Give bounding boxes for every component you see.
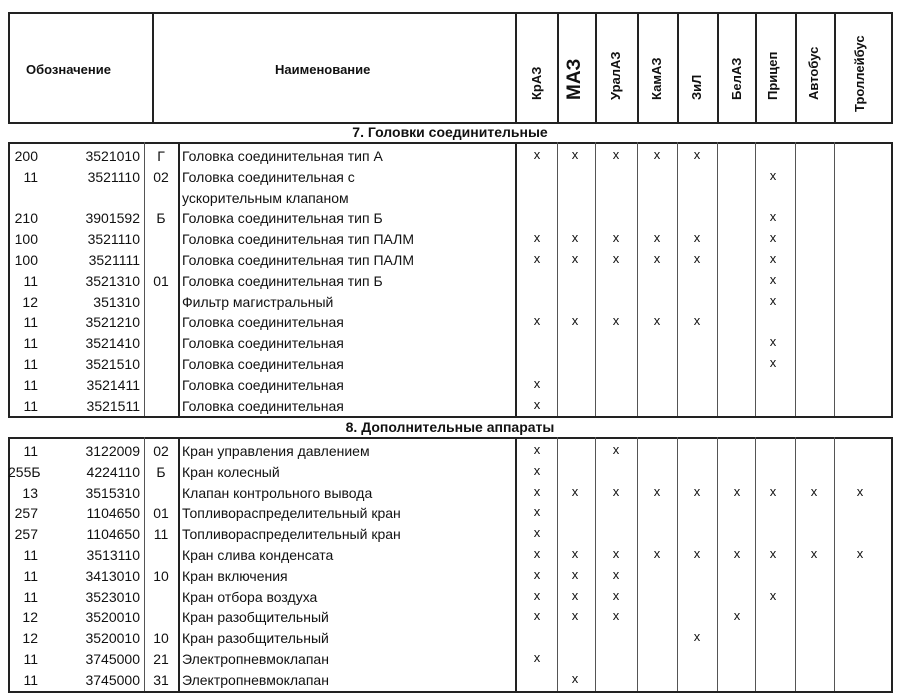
applicability-mark: x bbox=[533, 525, 541, 541]
part-name: Клапан контрольного вывода bbox=[182, 484, 373, 501]
designation-prefix: 11 bbox=[23, 356, 38, 372]
designation-prefix: 257 bbox=[14, 505, 38, 522]
mark-column-divider bbox=[717, 437, 718, 691]
part-name: Головка соединительная bbox=[182, 356, 344, 372]
applicability-mark: x bbox=[533, 650, 541, 665]
applicability-mark: x bbox=[769, 587, 777, 603]
header-divider-designation bbox=[152, 12, 154, 124]
designation-prefix: 257 bbox=[14, 526, 38, 543]
designation-suffix: 02 bbox=[153, 168, 169, 185]
designation-number: 3521310 bbox=[85, 272, 140, 289]
applicability-mark: x bbox=[612, 587, 620, 603]
designation-number: 3513110 bbox=[86, 547, 140, 563]
applicability-mark: x bbox=[533, 608, 541, 624]
designation-suffix: 10 bbox=[153, 567, 169, 584]
designation-number: 1104650 bbox=[86, 526, 140, 543]
part-name: ускорительным клапаном bbox=[182, 189, 349, 206]
section-right-border bbox=[891, 142, 893, 418]
applicability-mark: x bbox=[571, 670, 579, 686]
applicability-mark: x bbox=[653, 147, 661, 162]
part-name: Фильтр магистральный bbox=[182, 293, 334, 310]
vendor-header-4: КамАЗ bbox=[649, 57, 664, 100]
name-column-right-border bbox=[515, 142, 517, 416]
applicability-mark: x bbox=[533, 483, 541, 499]
mark-column-divider bbox=[677, 142, 678, 416]
applicability-mark: x bbox=[612, 566, 620, 582]
applicability-mark: x bbox=[769, 230, 777, 246]
applicability-mark: x bbox=[693, 629, 701, 645]
part-name: Кран включения bbox=[182, 567, 288, 584]
part-name: Головка соединительная тип Б bbox=[182, 272, 383, 289]
applicability-mark: x bbox=[533, 587, 541, 603]
designation-number: 3523010 bbox=[85, 588, 140, 605]
designation-number: 3122009 bbox=[85, 443, 140, 459]
applicability-mark: x bbox=[612, 442, 620, 457]
designation-suffix: 02 bbox=[153, 443, 169, 459]
designation-prefix: 11 bbox=[23, 651, 38, 667]
part-name: Топливораспределительный кран bbox=[182, 526, 401, 543]
designation-number: 4224110 bbox=[86, 463, 140, 480]
applicability-mark: x bbox=[810, 483, 818, 499]
designation-prefix: 11 bbox=[23, 272, 38, 289]
part-name: Головка соединительная bbox=[182, 335, 344, 352]
designation-prefix: 200 bbox=[14, 148, 38, 164]
section-top-border bbox=[8, 437, 893, 439]
header-divider-name bbox=[515, 12, 517, 124]
applicability-mark: x bbox=[612, 147, 620, 162]
applicability-mark: x bbox=[612, 608, 620, 624]
applicability-mark: x bbox=[856, 546, 864, 561]
applicability-mark: x bbox=[693, 483, 701, 499]
designation-prefix: 210 bbox=[14, 210, 38, 227]
applicability-mark: x bbox=[693, 147, 701, 162]
designation-suffix: 01 bbox=[153, 272, 169, 289]
designation-prefix: 12 bbox=[22, 609, 38, 626]
header-column-divider bbox=[755, 12, 757, 124]
applicability-mark: x bbox=[769, 209, 777, 225]
applicability-mark: x bbox=[693, 230, 701, 246]
applicability-mark: x bbox=[769, 271, 777, 287]
applicability-mark: x bbox=[612, 546, 620, 561]
section-bottom-border bbox=[8, 691, 893, 693]
designation-number: 3521111 bbox=[88, 252, 140, 268]
designation-prefix: 13 bbox=[22, 484, 38, 501]
part-name: Головка соединительная bbox=[182, 397, 344, 414]
header-column-divider bbox=[834, 12, 836, 124]
applicability-mark: x bbox=[856, 483, 864, 499]
mark-column-divider bbox=[834, 437, 835, 691]
designation-suffix: 11 bbox=[153, 526, 169, 543]
designation-suffix: 01 bbox=[153, 505, 169, 522]
designation-number: 3515310 bbox=[85, 484, 140, 501]
header-column-divider bbox=[637, 12, 639, 124]
applicability-mark: x bbox=[769, 334, 777, 350]
applicability-mark: x bbox=[533, 251, 541, 266]
designation-number: 3521010 bbox=[85, 148, 140, 164]
designation-number: 3521210 bbox=[85, 314, 140, 331]
designation-suffix: Б bbox=[156, 463, 166, 480]
applicability-mark: x bbox=[769, 292, 777, 308]
applicability-mark: x bbox=[533, 504, 541, 520]
designation-prefix: 11 bbox=[23, 335, 38, 352]
applicability-mark: x bbox=[571, 587, 579, 603]
applicability-mark: x bbox=[533, 230, 541, 246]
applicability-mark: x bbox=[769, 167, 777, 183]
applicability-mark: x bbox=[533, 375, 541, 391]
applicability-mark: x bbox=[693, 313, 701, 329]
mark-column-divider bbox=[755, 142, 756, 416]
header-column-divider bbox=[795, 12, 797, 124]
applicability-mark: x bbox=[612, 313, 620, 329]
designation-suffix: 10 bbox=[153, 630, 169, 647]
applicability-mark: x bbox=[533, 313, 541, 329]
name-column-left-border bbox=[178, 142, 180, 416]
applicability-mark: x bbox=[533, 442, 541, 457]
applicability-mark: x bbox=[571, 251, 579, 266]
designation-suffix: Г bbox=[157, 148, 165, 164]
applicability-mark: x bbox=[653, 483, 661, 499]
applicability-mark: x bbox=[571, 230, 579, 246]
applicability-mark: x bbox=[653, 313, 661, 329]
designation-number: 3521511 bbox=[86, 397, 140, 414]
name-header: Наименование bbox=[275, 62, 371, 77]
applicability-mark: x bbox=[653, 230, 661, 246]
mark-column-divider bbox=[717, 142, 718, 416]
designation-suffix: Б bbox=[156, 210, 166, 227]
mark-column-divider bbox=[834, 142, 835, 416]
vendor-header-9: Троллейбус bbox=[852, 35, 867, 112]
designation-prefix: 11 bbox=[23, 443, 38, 459]
applicability-mark: x bbox=[612, 230, 620, 246]
designation-prefix: 255Б bbox=[8, 463, 41, 480]
designation-number: 3521510 bbox=[85, 356, 140, 372]
part-name: Кран колесный bbox=[182, 463, 280, 480]
applicability-mark: x bbox=[533, 147, 541, 162]
header-top-border bbox=[8, 12, 893, 14]
designation-number: 351310 bbox=[93, 293, 140, 310]
designation-number: 3520010 bbox=[85, 630, 140, 647]
applicability-mark: x bbox=[571, 608, 579, 624]
section-top-border bbox=[8, 142, 893, 144]
designation-number: 3521410 bbox=[85, 335, 140, 352]
designation-header: Обозначение bbox=[26, 62, 111, 77]
part-name: Кран разобщительный bbox=[182, 630, 329, 647]
applicability-mark: x bbox=[693, 251, 701, 266]
applicability-mark: x bbox=[612, 251, 620, 266]
applicability-mark: x bbox=[653, 546, 661, 561]
part-name: Топливораспределительный кран bbox=[182, 505, 401, 522]
applicability-mark: x bbox=[769, 355, 777, 370]
applicability-mark: x bbox=[533, 546, 541, 561]
header-left-border bbox=[8, 12, 10, 124]
designation-number: 3745000 bbox=[85, 651, 140, 667]
applicability-mark: x bbox=[769, 546, 777, 561]
designation-number: 1104650 bbox=[86, 505, 140, 522]
part-name: Головка соединительная тип ПАЛМ bbox=[182, 231, 415, 248]
part-name: Кран разобщительный bbox=[182, 609, 329, 626]
header-column-divider bbox=[677, 12, 679, 124]
header-column-divider bbox=[557, 12, 559, 124]
vendor-header-3: УралАЗ bbox=[608, 51, 623, 100]
applicability-mark: x bbox=[769, 483, 777, 499]
designation-prefix: 11 bbox=[23, 376, 38, 393]
section-title: 8. Дополнительные аппараты bbox=[345, 419, 555, 435]
part-name: Кран отбора воздуха bbox=[182, 588, 318, 605]
mark-column-divider bbox=[795, 437, 796, 691]
vendor-header-6: БелАЗ bbox=[729, 57, 744, 100]
vendor-header-1: КрАЗ bbox=[529, 66, 544, 100]
part-name: Электропневмоклапан bbox=[182, 651, 329, 667]
designation-prefix: 11 bbox=[23, 314, 38, 331]
applicability-mark: x bbox=[533, 462, 541, 478]
applicability-mark: x bbox=[533, 566, 541, 582]
applicability-mark: x bbox=[693, 546, 701, 561]
vendor-header-5: ЗиЛ bbox=[689, 74, 704, 100]
mark-column-divider bbox=[557, 142, 558, 416]
designation-number: 3745000 bbox=[85, 671, 140, 688]
vendor-header-8: Автобус bbox=[806, 46, 821, 100]
name-column-left-border bbox=[178, 437, 180, 691]
mark-column-divider bbox=[637, 142, 638, 416]
applicability-mark: x bbox=[733, 546, 741, 561]
header-right-border bbox=[891, 12, 893, 124]
designation-prefix: 12 bbox=[22, 630, 38, 647]
applicability-mark: x bbox=[612, 483, 620, 499]
designation-number: 3521110 bbox=[87, 231, 140, 248]
part-name: Электропневмоклапан bbox=[182, 671, 329, 688]
designation-prefix: 11 bbox=[23, 588, 38, 605]
designation-number: 3901592 bbox=[85, 210, 140, 227]
designation-suffix: 21 bbox=[153, 651, 169, 667]
mark-column-divider bbox=[595, 142, 596, 416]
designation-prefix: 11 bbox=[23, 547, 38, 563]
section-title: 7. Головки соединительные bbox=[352, 124, 548, 140]
mark-column-divider bbox=[795, 142, 796, 416]
mark-column-divider bbox=[595, 437, 596, 691]
applicability-mark: x bbox=[533, 396, 541, 412]
designation-suffix: 31 bbox=[153, 671, 169, 688]
designation-number: 3521411 bbox=[86, 376, 140, 393]
applicability-mark: x bbox=[571, 483, 579, 499]
part-name: Кран слива конденсата bbox=[182, 547, 334, 563]
part-name: Кран управления давлением bbox=[182, 443, 370, 459]
part-name: Головка соединительная bbox=[182, 314, 344, 331]
header-column-divider bbox=[595, 12, 597, 124]
applicability-mark: x bbox=[810, 546, 818, 561]
part-name: Головка соединительная с bbox=[182, 168, 355, 185]
part-name: Головка соединительная тип Б bbox=[182, 210, 383, 227]
mark-column-divider bbox=[557, 437, 558, 691]
applicability-mark: x bbox=[733, 608, 741, 624]
section-right-border bbox=[891, 437, 893, 693]
applicability-mark: x bbox=[571, 566, 579, 582]
part-name: Головка соединительная тип ПАЛМ bbox=[182, 252, 415, 268]
applicability-mark: x bbox=[769, 251, 777, 266]
applicability-mark: x bbox=[653, 251, 661, 266]
code-column-divider bbox=[144, 437, 145, 691]
name-column-right-border bbox=[515, 437, 517, 691]
mark-column-divider bbox=[637, 437, 638, 691]
designation-prefix: 11 bbox=[23, 397, 38, 414]
designation-prefix: 100 bbox=[14, 252, 38, 268]
applicability-mark: x bbox=[733, 483, 741, 499]
designation-prefix: 11 bbox=[23, 168, 38, 185]
part-name: Головка соединительная тип А bbox=[182, 148, 383, 164]
applicability-mark: x bbox=[571, 313, 579, 329]
designation-number: 3520010 bbox=[85, 609, 140, 626]
designation-number: 3413010 bbox=[85, 567, 140, 584]
vendor-header-2: МАЗ bbox=[564, 58, 585, 100]
designation-prefix: 11 bbox=[23, 567, 38, 584]
vendor-header-7: Прицеп bbox=[765, 51, 780, 100]
designation-prefix: 100 bbox=[14, 231, 38, 248]
designation-number: 3521110 bbox=[87, 168, 140, 185]
code-column-divider bbox=[144, 142, 145, 416]
applicability-mark: x bbox=[571, 546, 579, 561]
section-bottom-border bbox=[8, 416, 893, 418]
designation-prefix: 11 bbox=[23, 671, 38, 688]
mark-column-divider bbox=[755, 437, 756, 691]
applicability-mark: x bbox=[571, 147, 579, 162]
mark-column-divider bbox=[677, 437, 678, 691]
designation-prefix: 12 bbox=[22, 293, 38, 310]
header-column-divider bbox=[717, 12, 719, 124]
part-name: Головка соединительная bbox=[182, 376, 344, 393]
